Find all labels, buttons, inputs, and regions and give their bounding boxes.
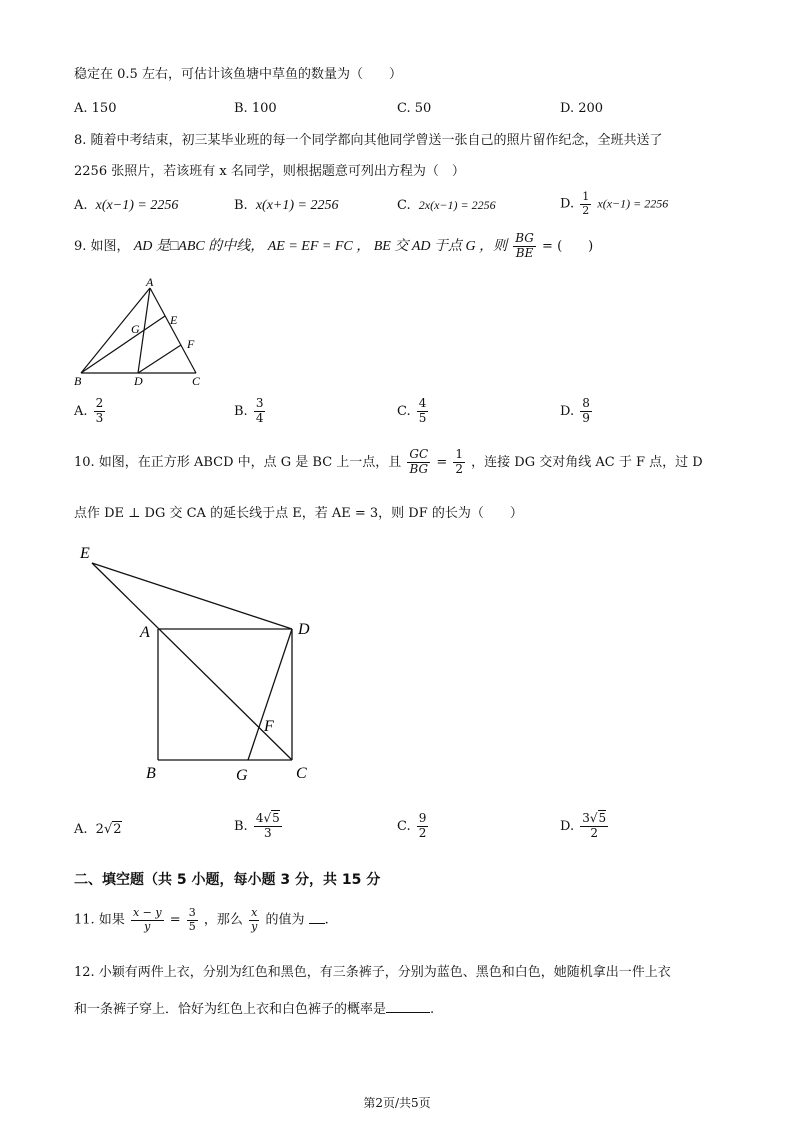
q10-label-a: A: [140, 624, 150, 641]
q12-stem-line2: [74, 998, 434, 1017]
q10-label-e: E: [80, 545, 90, 562]
q10-half-fraction: [453, 448, 465, 477]
q9-label-f: F: [187, 337, 195, 351]
q7-stem-tail: 稳定在 0.5 左右，可估计该鱼塘中草鱼的数量为（ ）: [74, 67, 402, 82]
q7-option-d: D. 200: [560, 101, 604, 116]
q8-option-d: [560, 191, 668, 217]
q10-line1-b: ，连接 DG 交对角线 AC 于 F 点，过 D: [471, 454, 703, 470]
q9-frac-den: BE: [515, 245, 534, 260]
q10-half-den: 2: [455, 461, 464, 476]
q9-label-d: D: [134, 374, 143, 388]
q10-square-figure: [70, 540, 330, 790]
q9-option-c: [397, 397, 430, 426]
q9-option-a: [74, 397, 107, 426]
q11-answer-blank[interactable]: [309, 923, 325, 924]
q12-answer-blank[interactable]: [386, 1012, 430, 1013]
q10-half-num: 1: [455, 447, 464, 461]
q10-option-b-label: B.: [234, 818, 248, 834]
q9-option-a-num: 2: [95, 396, 104, 410]
q9-label-c: C: [192, 374, 201, 388]
section-fill-in-title: 二、填空题（共 5 小题，每小题 3 分，共 15 分: [74, 872, 381, 888]
q10-option-b-radicand: 5: [272, 811, 280, 825]
q9-option-d-num: 8: [582, 396, 590, 410]
q10-option-c: [397, 812, 430, 841]
q10-option-d-label: D.: [560, 818, 575, 834]
q10-option-a-radicand: 2: [113, 822, 122, 837]
q10-option-a: [74, 822, 122, 837]
q9-text: AD 是□ABC 的中线， AE = EF = FC ， BE 交 AD 于点 G ，则: [133, 238, 508, 254]
q10-ratio-fraction: [407, 448, 430, 477]
q9-option-c-fraction: [417, 397, 429, 426]
q10-label-c: C: [296, 765, 307, 782]
q10-stem-line2: 点作 DE ⊥ DG 交 CA 的延长线于点 E，若 AE = 3，则 DF 的长为（ ）: [74, 506, 523, 521]
q10-option-c-label: C.: [397, 818, 411, 834]
q10-option-c-fraction: [417, 812, 429, 841]
q10-segment-dg: [248, 629, 292, 760]
q10-label-d: D: [298, 621, 310, 638]
q11-prefix: 11. 如果: [74, 912, 125, 928]
q8-option-d-label: D.: [560, 196, 575, 212]
q10-option-d-radicand: 5: [598, 811, 607, 825]
q11-f3-den: y: [251, 919, 258, 933]
q11-eq: =: [169, 912, 181, 928]
q10-option-b-num: [254, 812, 282, 827]
q9-option-d-label: D.: [560, 403, 575, 419]
q10-ratio-num: GC: [409, 447, 429, 461]
q9-option-a-fraction: [94, 397, 106, 426]
q9-option-b-den: 4: [255, 410, 264, 425]
q8-option-a-expr: x(x−1) = 2256: [95, 198, 179, 213]
q9-option-a-den: 3: [95, 410, 104, 425]
q11-stem: [74, 907, 329, 933]
q10-option-b-fraction: [254, 812, 282, 841]
q9-fraction: [513, 232, 536, 261]
q10-eq: =: [436, 454, 448, 470]
q10-segment-ed: [92, 563, 292, 629]
q11-end: .: [324, 912, 329, 928]
q10-option-a-coef: 2: [95, 822, 104, 837]
q7-option-b: B. 100: [234, 101, 277, 116]
q8-stem-line2: 2256 张照片，若该班有 x 名同学，则根据题意可列出方程为（ ）: [74, 164, 465, 179]
q10-option-b-den: 3: [263, 825, 272, 840]
q10-label-g: G: [236, 767, 248, 784]
q9-label-a: A: [146, 275, 154, 289]
q9-stem: [74, 232, 593, 261]
q8-option-a: [74, 198, 178, 214]
q9-label-g: G: [131, 322, 140, 336]
radical-icon: √: [103, 822, 113, 837]
q11-f3-num: x: [251, 906, 258, 919]
q11-f2-den: 5: [188, 919, 196, 933]
q10-option-a-radicand-wrap: [112, 822, 121, 837]
q9-label-e: E: [170, 313, 178, 327]
q10-option-c-num: 9: [418, 811, 427, 825]
q10-label-b: B: [146, 765, 156, 782]
q11-fraction-3: [249, 907, 259, 933]
q10-label-f: F: [264, 718, 274, 735]
q8-option-b-label: B.: [234, 198, 248, 213]
q11-fraction-1: [131, 907, 164, 933]
q10-option-a-label: A.: [74, 822, 88, 837]
q7-option-c: C. 50: [397, 101, 432, 116]
q10-option-b-radicand-wrap: [271, 812, 280, 826]
q12-line2-text: 和一条裤子穿上．恰好为红色上衣和白色裤子的概率是: [74, 1002, 387, 1017]
q10-option-d-fraction: [580, 812, 608, 841]
q10-option-d-num: [580, 812, 608, 827]
q9-segment-df: [138, 345, 181, 373]
q9-triangle-figure: [70, 274, 215, 390]
q9-frac-num: BG: [515, 231, 534, 245]
radical-icon: √: [263, 811, 272, 825]
q11-f2-num: 3: [188, 906, 196, 919]
q11-mid: ，那么: [203, 912, 243, 928]
q11-suffix: 的值为: [265, 912, 305, 928]
q8-option-c-label: C.: [397, 198, 411, 213]
q9-option-b-num: 3: [255, 396, 264, 410]
q10-option-c-den: 2: [418, 825, 427, 840]
q10-option-d-num-coef: 3: [582, 811, 590, 825]
q10-segment-ec: [92, 563, 292, 760]
q9-option-b-label: B.: [234, 403, 248, 419]
q10-stem-line1: [74, 448, 703, 477]
q11-f1-num: x − y: [132, 906, 162, 919]
q8-stem-line1: 8. 随着中考结束，初三某毕业班的每一个同学都向其他同学曾送一张自己的照片留作纪念，全班共送了: [74, 133, 663, 148]
q8-option-d-frac-num: 1: [582, 190, 590, 203]
q8-option-c: [397, 198, 496, 213]
q9-option-c-label: C.: [397, 403, 411, 419]
q10-ratio-den: BG: [409, 461, 429, 476]
radical-icon: √: [589, 811, 598, 825]
q12-end: .: [430, 1002, 435, 1017]
q10-option-b-num-coef: 4: [255, 811, 264, 825]
q9-option-a-label: A.: [74, 403, 88, 419]
q8-option-b: [234, 198, 338, 214]
q9-option-b-fraction: [254, 397, 266, 426]
page-number-footer: 第2页/共5页: [363, 1096, 431, 1110]
q9-prefix: 9. 如图，: [74, 238, 130, 254]
q9-label-b: B: [74, 374, 82, 388]
q9-option-c-num: 4: [418, 396, 427, 410]
q8-option-d-expr: x(x−1) = 2256: [597, 196, 669, 211]
q8-option-a-label: A.: [74, 198, 88, 213]
q11-fraction-2: [187, 907, 198, 933]
q7-option-a: A. 150: [74, 101, 117, 116]
q10-option-b: [234, 812, 284, 841]
q9-option-c-den: 5: [418, 410, 427, 425]
q9-option-d-den: 9: [582, 410, 590, 425]
q9-option-d: [560, 397, 594, 426]
q9-suffix: = ( ): [542, 238, 594, 254]
q10-line1-a: 10. 如图，在正方形 ABCD 中，点 G 是 BC 上一点，且: [74, 454, 402, 470]
q10-option-d-den: 2: [590, 825, 599, 840]
q8-option-d-fraction: [580, 191, 591, 217]
q8-option-c-expr: 2x(x−1) = 2256: [418, 198, 496, 212]
q9-option-b: [234, 397, 267, 426]
q8-option-b-expr: x(x+1) = 2256: [255, 198, 339, 213]
q8-option-d-frac-den: 2: [582, 203, 590, 217]
q12-stem-line1: 12. 小颖有两件上衣，分别为红色和黑色，有三条裤子，分别为蓝色、黑色和白色，她随机拿出一件上衣: [74, 965, 671, 980]
q10-option-d-radicand-wrap: [598, 812, 607, 826]
q9-option-d-fraction: [580, 397, 592, 426]
q11-f1-den: y: [144, 919, 151, 933]
q9-segment-be: [81, 316, 165, 373]
q10-option-d: [560, 812, 610, 841]
